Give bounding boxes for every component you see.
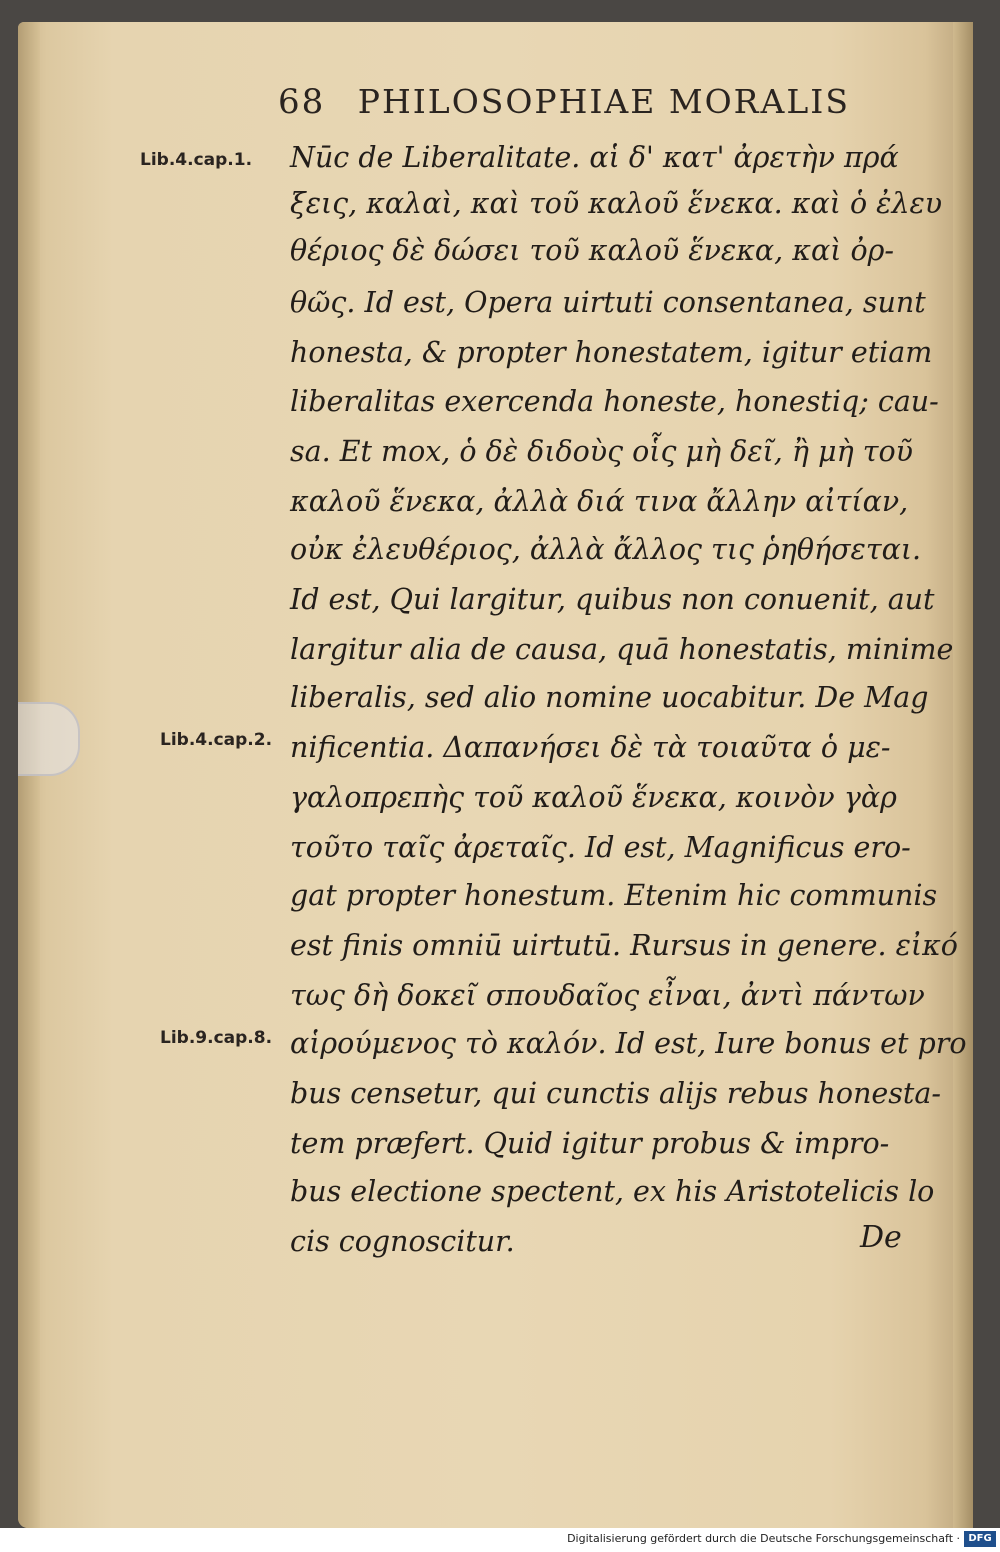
text-line: θῶς. Id est, Opera uirtuti consentanea, sunt: [290, 286, 926, 319]
page-number: 68: [278, 82, 326, 122]
funding-notice: Digitalisierung gefördert durch die Deutsche Forschungsgemeinschaft ·: [567, 1532, 960, 1545]
text-line: largitur alia de causa, quā honestatis, minime: [290, 633, 954, 666]
text-line: sa. Et mox, ὁ δὲ διδοὺς οἷς μὴ δεῖ, ἢ μὴ τοῦ: [290, 435, 913, 468]
text-line: gat propter honestum. Etenim hic communis: [290, 879, 938, 912]
text-line: καλοῦ ἕνεκα, ἀλλὰ διά τινα ἄλλην αἰτίαν,: [290, 485, 909, 518]
margin-note-2: Lib.4.cap.2.: [160, 730, 273, 750]
text-line: γαλοπρεπὴς τοῦ καλοῦ ἕνεκα, κοινὸν γὰρ: [290, 781, 897, 814]
text-line: honesta, & propter honestatem, igitur etiam: [290, 336, 933, 369]
running-head-title: PHILOSOPHIAE MORALIS: [357, 82, 850, 121]
margin-note-1: Lib.4.cap.1.: [140, 150, 253, 170]
margin-note-3: Lib.9.cap.8.: [160, 1028, 273, 1048]
dfg-logo: DFG: [964, 1531, 996, 1547]
text-line: tem præfert. Quid igitur probus & impro-: [290, 1127, 890, 1160]
text-line: Id est, Qui largitur, quibus non conuenit, aut: [290, 583, 935, 616]
text-line: οὐκ ἐλευθέριος, ἀλλὰ ἄλλος τις ῥηθήσεται.: [290, 533, 922, 566]
text-line: bus censetur, qui cunctis alijs rebus honesta-: [290, 1077, 941, 1110]
footer-bar: [0, 1528, 1000, 1552]
page-right-edge: [953, 22, 973, 1528]
text-line: θέριος δὲ δώσει τοῦ καλοῦ ἕνεκα, καὶ ὀρ-: [290, 234, 894, 267]
text-line: bus electione spectent, ex his Aristotelicis lo: [290, 1175, 935, 1208]
page-clip: [18, 702, 80, 776]
text-line: nificentia. Δαπανήσει δὲ τὰ τοιαῦτα ὁ με-: [290, 731, 891, 764]
text-line: cis cognoscitur.: [290, 1225, 515, 1258]
text-line: liberalitas exercenda honeste, honestiq; cau-: [290, 385, 939, 418]
text-line: τοῦτο ταῖς ἀρεταῖς. Id est, Magnificus ero-: [290, 831, 911, 864]
text-line: est finis omniū uirtutū. Rursus in genere. εἰκό: [290, 929, 958, 962]
text-line: αἱρούμενος τὸ καλόν. Id est, Iure bonus et pro: [290, 1027, 967, 1060]
text-line: ξεις, καλαὶ, καὶ τοῦ καλοῦ ἕνεκα. καὶ ὁ ἐλευ: [290, 187, 943, 220]
text-line: liberalis, sed alio nomine uocabitur. De Mag: [290, 681, 929, 714]
text-line: τως δὴ δοκεῖ σπουδαῖος εἶναι, ἀντὶ πάντων: [290, 979, 925, 1012]
catchword: De: [860, 1220, 902, 1255]
running-head: [278, 82, 878, 122]
text-line: Nūc de Liberalitate. αἱ δ' κατ' ἀρετὴν πρά: [290, 141, 899, 174]
